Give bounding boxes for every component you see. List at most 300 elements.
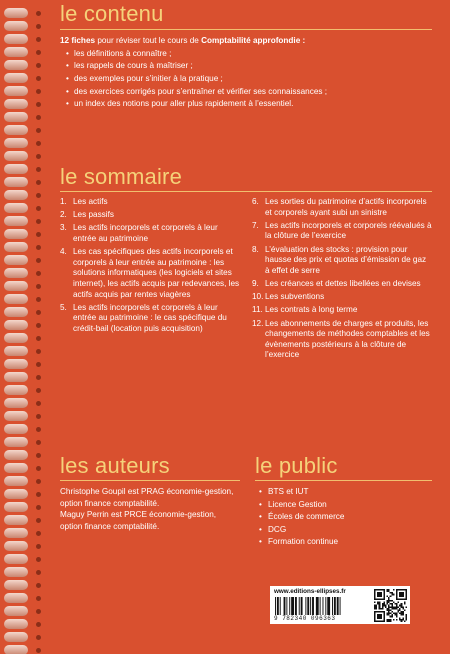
qr-module	[383, 614, 385, 616]
spiral-hole	[36, 609, 41, 614]
toc-number: 3.	[60, 223, 67, 233]
qr-module	[379, 606, 381, 608]
qr-module	[383, 603, 385, 605]
barcode-bar	[337, 597, 339, 615]
intro-end: :	[300, 36, 306, 45]
qr-module	[404, 609, 406, 611]
qr-module	[374, 591, 376, 593]
toc-number: 12.	[252, 318, 264, 328]
qr-module	[396, 614, 398, 616]
qr-module	[383, 591, 385, 593]
toc-title: Les sorties du patrimoine d’actifs incorporels et corporels ayant subi un sinistre	[265, 197, 427, 217]
qr-module	[374, 608, 376, 610]
qr-module	[382, 598, 384, 600]
qr-module	[383, 594, 385, 596]
toc-number: 6.	[252, 197, 259, 206]
qr-module	[388, 600, 390, 602]
qr-module	[380, 608, 382, 610]
qr-module	[383, 589, 385, 591]
spiral-hole	[36, 310, 41, 315]
spiral-ring	[4, 268, 28, 278]
qr-module	[396, 589, 398, 591]
qr-module	[383, 598, 385, 600]
spiral-hole	[36, 37, 41, 42]
spiral-ring	[4, 463, 28, 473]
qr-code-icon	[374, 589, 407, 622]
qr-module	[404, 602, 406, 604]
qr-module	[379, 589, 381, 591]
barcode-bar	[275, 597, 276, 615]
spiral-hole	[36, 479, 41, 484]
qr-module	[382, 603, 384, 605]
qr-module	[382, 605, 384, 607]
qr-module	[388, 611, 390, 613]
list-item: • les rappels de cours à maîtriser ;	[66, 60, 432, 73]
isbn-number: 9 782340 096363	[274, 615, 336, 622]
toc-title: Les subventions	[265, 292, 325, 302]
spiral-hole	[36, 115, 41, 120]
qr-module	[405, 597, 407, 599]
qr-module	[377, 614, 379, 616]
qr-module	[390, 613, 392, 615]
authors-bio	[60, 486, 240, 532]
qr-module	[379, 605, 381, 607]
qr-module	[374, 617, 376, 619]
qr-module	[396, 591, 398, 593]
qr-module	[388, 619, 390, 621]
qr-module	[405, 619, 407, 621]
qr-module	[391, 608, 393, 610]
toc-number: 7.	[252, 220, 259, 230]
spiral-ring	[4, 112, 28, 122]
qr-module	[383, 595, 385, 597]
qr-module	[404, 589, 406, 591]
contenu-list	[66, 48, 432, 112]
qr-module	[391, 594, 393, 596]
spiral-hole	[36, 323, 41, 328]
qr-module	[398, 598, 400, 600]
qr-module	[388, 597, 390, 599]
qr-module	[383, 619, 385, 621]
qr-module	[379, 594, 381, 596]
qr-module	[405, 616, 407, 618]
qr-module	[391, 605, 393, 607]
qr-module	[396, 597, 398, 599]
qr-module	[398, 609, 400, 611]
qr-module	[379, 616, 381, 618]
qr-module	[374, 589, 376, 591]
spiral-ring	[4, 8, 28, 18]
qr-module	[380, 611, 382, 613]
intro-bold-subject: Comptabilité approfondie	[201, 36, 301, 45]
qr-module	[379, 620, 381, 622]
spiral-hole	[36, 401, 41, 406]
barcode-bar	[299, 597, 300, 615]
spiral-binding	[0, 0, 34, 654]
qr-module	[377, 595, 379, 597]
spiral-ring	[4, 203, 28, 213]
qr-module	[387, 603, 389, 605]
qr-module	[405, 592, 407, 594]
spiral-ring	[4, 229, 28, 239]
spiral-hole	[36, 193, 41, 198]
qr-module	[402, 592, 404, 594]
toc-item	[252, 292, 432, 303]
qr-module	[393, 608, 395, 610]
spiral-ring	[4, 333, 28, 343]
qr-module	[399, 609, 401, 611]
toc-item	[252, 221, 432, 242]
toc-title: Les abonnements de charges et produits, les changements de méthodes comptables et les évènements postérieurs à la clôture de l’exercice	[265, 318, 430, 360]
qr-module	[388, 609, 390, 611]
barcode-bar	[327, 597, 330, 615]
spiral-ring	[4, 281, 28, 291]
spiral-hole	[36, 375, 41, 380]
barcode-bar	[289, 597, 290, 615]
toc-title: Les contrats à long terme	[265, 305, 358, 315]
spiral-hole	[36, 466, 41, 471]
spiral-hole	[36, 557, 41, 562]
heading-contenu: le contenu	[60, 1, 164, 26]
list-item: • DCG	[259, 524, 432, 537]
spiral-ring	[4, 437, 28, 447]
qr-module	[398, 589, 400, 591]
qr-module	[393, 606, 395, 608]
qr-module	[396, 603, 398, 605]
qr-module	[401, 605, 403, 607]
qr-module	[405, 594, 407, 596]
barcode-bar	[305, 597, 306, 615]
heading-auteurs: les auteurs	[60, 453, 170, 478]
qr-module	[396, 592, 398, 594]
qr-module	[374, 619, 376, 621]
section-sommaire	[60, 165, 432, 363]
qr-module	[402, 608, 404, 610]
qr-module	[374, 613, 376, 615]
spiral-hole	[36, 583, 41, 588]
qr-module	[374, 620, 376, 622]
qr-module	[379, 614, 381, 616]
qr-module	[376, 620, 378, 622]
spiral-hole	[36, 336, 41, 341]
qr-module	[379, 611, 381, 613]
qr-module	[402, 613, 404, 615]
barcode-box	[270, 586, 410, 624]
toc-title: Les actifs	[73, 197, 108, 206]
spiral-hole	[36, 50, 41, 55]
qr-module	[379, 608, 381, 610]
spiral-ring	[4, 359, 28, 369]
toc-item	[252, 197, 432, 218]
qr-module	[401, 595, 403, 597]
qr-module	[388, 606, 390, 608]
qr-module	[387, 589, 389, 591]
spiral-ring	[4, 21, 28, 31]
qr-module	[376, 606, 378, 608]
qr-module	[374, 616, 376, 618]
barcode-bar	[291, 597, 294, 615]
toc-title: Les actifs incorporels et corporels à leur entrée au patrimoine	[73, 223, 218, 243]
qr-module	[379, 617, 381, 619]
qr-module	[385, 605, 387, 607]
qr-module	[401, 620, 403, 622]
spiral-hole	[36, 89, 41, 94]
list-item: • Licence Gestion	[259, 499, 432, 512]
list-item: • Écoles de commerce	[259, 511, 432, 524]
qr-module	[405, 591, 407, 593]
section-contenu	[60, 2, 432, 111]
qr-module	[390, 595, 392, 597]
list-item: • Formation continue	[259, 536, 432, 549]
qr-module	[387, 602, 389, 604]
toc-title: Les cas spécifiques des actifs incorporels et corporels à leur entrée au patrimoine : les solutions informatiques (les logiciels et sites internet), les actifs acquis par redevances, les actifs acquis par rentes viagères	[73, 247, 240, 299]
qr-module	[382, 608, 384, 610]
spiral-ring	[4, 294, 28, 304]
qr-module	[376, 611, 378, 613]
author-bio: Maguy Perrin est PRCE économie-gestion, option finance comptabilité.	[60, 510, 217, 531]
qr-module	[374, 598, 376, 600]
author-bio: Christophe Goupil est PRAG économie-gestion, option finance comptabilité.	[60, 487, 234, 508]
spiral-hole	[36, 284, 41, 289]
barcode-bar	[295, 597, 297, 615]
spiral-ring	[4, 320, 28, 330]
spiral-ring	[4, 554, 28, 564]
spiral-ring	[4, 34, 28, 44]
qr-module	[401, 589, 403, 591]
qr-module	[382, 606, 384, 608]
barcode-bar	[310, 597, 311, 615]
toc-number: 5.	[60, 302, 67, 312]
qr-module	[405, 617, 407, 619]
qr-module	[382, 611, 384, 613]
toc-number: 1.	[60, 197, 67, 206]
qr-module	[383, 617, 385, 619]
heading-sommaire: le sommaire	[60, 164, 183, 189]
spiral-hole	[36, 206, 41, 211]
spiral-ring	[4, 242, 28, 252]
toc-number: 11.	[252, 305, 263, 315]
qr-module	[390, 619, 392, 621]
spiral-ring	[4, 567, 28, 577]
barcode-bar	[320, 597, 321, 615]
qr-module	[401, 606, 403, 608]
barcode-bar	[307, 597, 309, 615]
toc-item	[60, 303, 240, 335]
toc-number: 2.	[60, 210, 67, 220]
qr-module	[399, 589, 401, 591]
qr-module	[401, 592, 403, 594]
qr-module	[374, 611, 376, 613]
qr-module	[383, 597, 385, 599]
toc-item	[60, 223, 240, 244]
qr-module	[402, 589, 404, 591]
qr-module	[380, 614, 382, 616]
barcode-bar	[301, 597, 303, 615]
contenu-intro	[60, 35, 432, 48]
list-item: • BTS et IUT	[259, 486, 432, 499]
barcode-bar	[312, 597, 314, 615]
qr-module	[387, 600, 389, 602]
qr-module	[398, 602, 400, 604]
qr-module	[374, 594, 376, 596]
qr-module	[396, 613, 398, 615]
qr-module	[388, 605, 390, 607]
publisher-url: www.editions-ellipses.fr	[274, 588, 346, 595]
qr-module	[383, 620, 385, 622]
qr-module	[394, 608, 396, 610]
spiral-ring	[4, 645, 28, 654]
spiral-ring	[4, 619, 28, 629]
qr-module	[377, 620, 379, 622]
spiral-hole	[36, 11, 41, 16]
qr-module	[387, 614, 389, 616]
qr-module	[387, 613, 389, 615]
qr-module	[380, 592, 382, 594]
qr-module	[383, 602, 385, 604]
toc-number: 9.	[252, 278, 259, 288]
qr-module	[388, 598, 390, 600]
qr-module	[399, 619, 401, 621]
spiral-ring	[4, 151, 28, 161]
sommaire-left-column	[60, 197, 240, 363]
qr-module	[379, 603, 381, 605]
toc-number: 10.	[252, 292, 264, 302]
qr-module	[402, 611, 404, 613]
spiral-hole	[36, 544, 41, 549]
qr-module	[388, 614, 390, 616]
toc-title: Les passifs	[73, 210, 114, 220]
qr-module	[398, 606, 400, 608]
spiral-ring	[4, 541, 28, 551]
spiral-ring	[4, 73, 28, 83]
qr-module	[388, 608, 390, 610]
qr-module	[402, 614, 404, 616]
qr-module	[391, 614, 393, 616]
spiral-ring	[4, 164, 28, 174]
qr-module	[388, 589, 390, 591]
qr-module	[387, 619, 389, 621]
qr-module	[380, 595, 382, 597]
spiral-ring	[4, 60, 28, 70]
qr-module	[390, 606, 392, 608]
barcode-bar	[323, 597, 324, 615]
toc-item	[60, 247, 240, 300]
list-item: • des exercices corrigés pour s’entraîner et vérifier ses connaissances ;	[66, 86, 432, 99]
toc-item	[60, 210, 240, 221]
toc-title: Les actifs incorporels et corporels réévalués à la clôture de l’exercice	[265, 220, 432, 241]
spiral-ring	[4, 138, 28, 148]
qr-module	[402, 594, 404, 596]
spiral-hole	[36, 297, 41, 302]
spiral-hole	[36, 414, 41, 419]
qr-module	[380, 617, 382, 619]
qr-module	[376, 605, 378, 607]
toc-number: 4.	[60, 247, 67, 257]
intro-text: pour réviser tout le cours de	[95, 36, 202, 45]
qr-module	[374, 597, 376, 599]
spiral-hole	[36, 232, 41, 237]
qr-module	[402, 606, 404, 608]
qr-module	[377, 592, 379, 594]
qr-module	[394, 606, 396, 608]
qr-module	[379, 598, 381, 600]
qr-module	[401, 614, 403, 616]
spiral-ring	[4, 528, 28, 538]
spiral-hole	[36, 648, 41, 653]
qr-module	[390, 620, 392, 622]
qr-module	[399, 592, 401, 594]
barcode-bar	[277, 597, 279, 615]
spiral-ring	[4, 385, 28, 395]
qr-module	[387, 620, 389, 622]
qr-module	[399, 613, 401, 615]
spiral-hole	[36, 271, 41, 276]
qr-module	[401, 613, 403, 615]
qr-module	[394, 603, 396, 605]
spiral-hole	[36, 349, 41, 354]
section-auteurs	[60, 454, 240, 532]
qr-module	[377, 611, 379, 613]
spiral-hole	[36, 635, 41, 640]
barcode-bar	[340, 597, 341, 615]
qr-module	[374, 592, 376, 594]
qr-module	[382, 620, 384, 622]
qr-module	[401, 598, 403, 600]
spiral-hole	[36, 622, 41, 627]
qr-module	[388, 602, 390, 604]
qr-module	[387, 595, 389, 597]
spiral-hole	[36, 440, 41, 445]
qr-module	[383, 592, 385, 594]
toc-item	[252, 319, 432, 361]
spiral-hole	[36, 154, 41, 159]
barcode-bar	[325, 597, 326, 615]
qr-module	[388, 591, 390, 593]
qr-module	[377, 617, 379, 619]
qr-module	[399, 608, 401, 610]
qr-module	[398, 611, 400, 613]
qr-module	[379, 595, 381, 597]
list-item: • des exemples pour s’initier à la pratique ;	[66, 73, 432, 86]
qr-module	[396, 594, 398, 596]
qr-module	[402, 619, 404, 621]
toc-title: Les créances et dettes libellées en devises	[265, 278, 421, 288]
spiral-hole	[36, 76, 41, 81]
qr-module	[399, 617, 401, 619]
barcode-icon	[274, 597, 366, 615]
toc-item	[252, 245, 432, 277]
qr-module	[399, 594, 401, 596]
qr-module	[379, 592, 381, 594]
qr-module	[380, 598, 382, 600]
spiral-ring	[4, 99, 28, 109]
qr-module	[393, 613, 395, 615]
qr-module	[391, 606, 393, 608]
qr-module	[387, 591, 389, 593]
qr-module	[380, 589, 382, 591]
spiral-hole	[36, 362, 41, 367]
spiral-hole	[36, 388, 41, 393]
spiral-hole	[36, 102, 41, 107]
barcode-bar	[316, 597, 319, 615]
qr-module	[376, 598, 378, 600]
qr-module	[396, 619, 398, 621]
qr-module	[401, 619, 403, 621]
qr-module	[401, 611, 403, 613]
toc-item	[252, 279, 432, 290]
spiral-ring	[4, 398, 28, 408]
spiral-ring	[4, 177, 28, 187]
